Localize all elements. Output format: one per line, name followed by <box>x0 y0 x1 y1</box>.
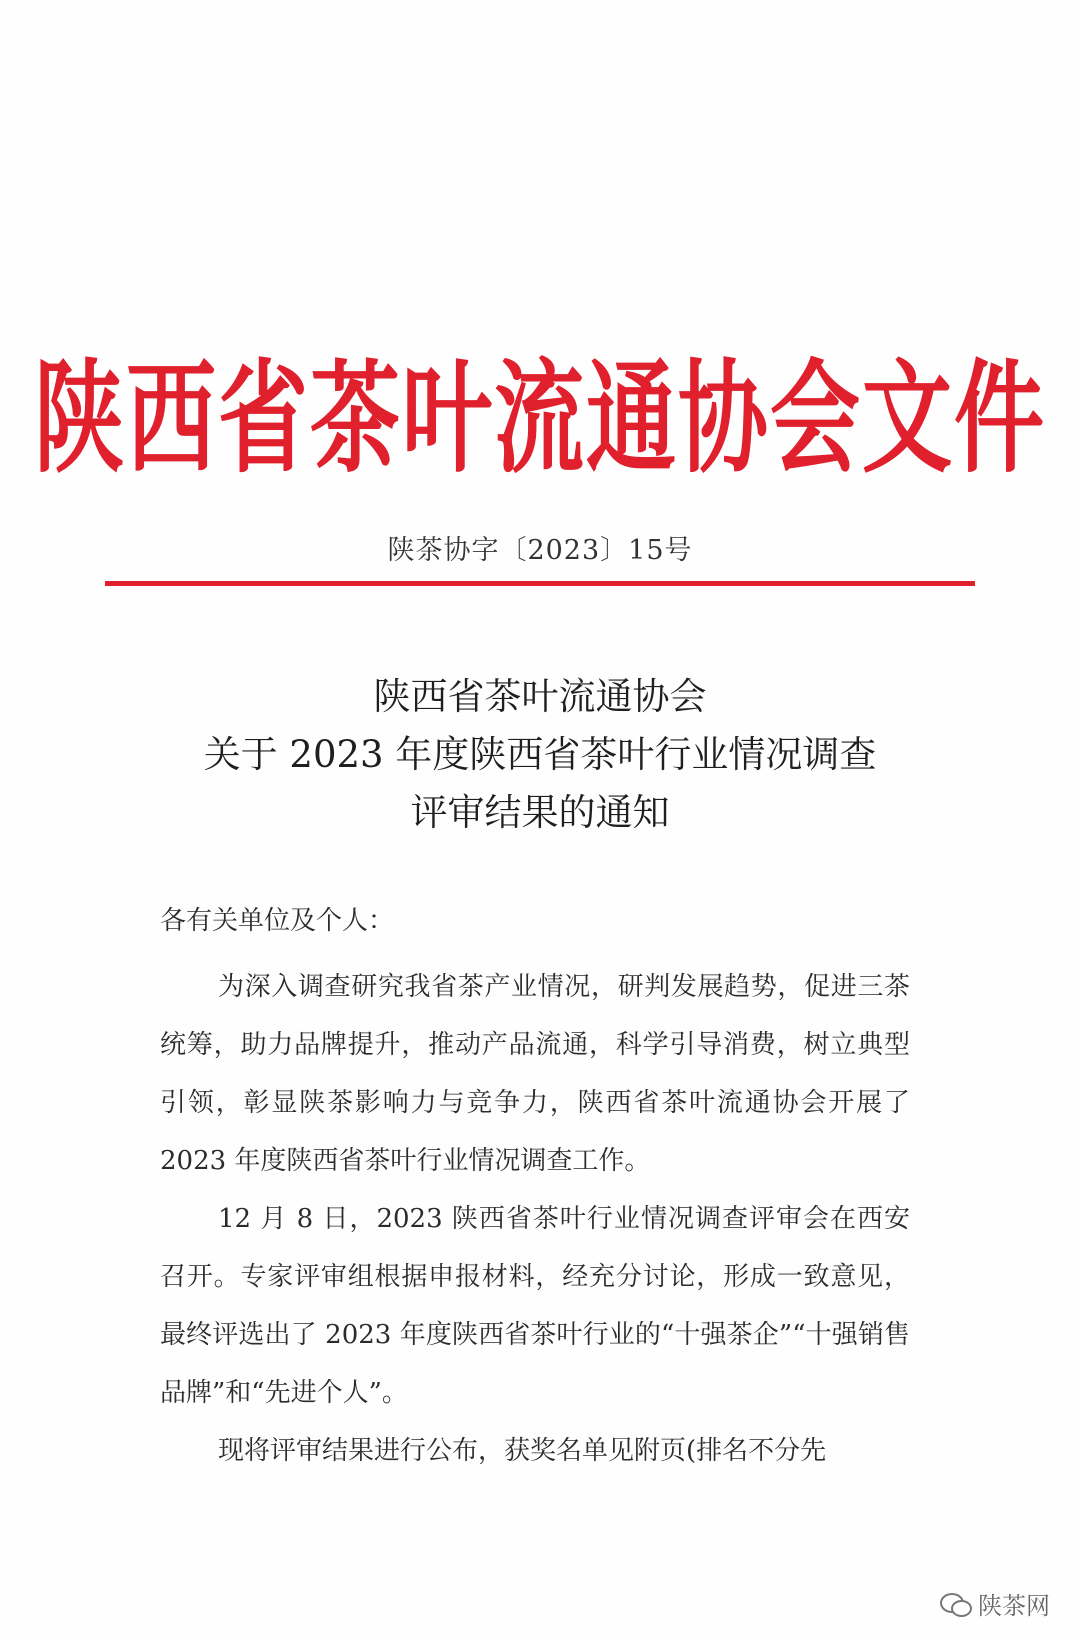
red-header-title: 陕西省茶叶流通协会文件 <box>34 347 1046 491</box>
watermark <box>940 1586 1050 1621</box>
notice-title-line-1: 陕西省茶叶流通协会 <box>373 675 707 718</box>
wechat-icon <box>940 1591 970 1617</box>
notice-title-line-3: 评审结果的通知 <box>410 791 670 834</box>
document-number: 陕茶协字〔2023〕15号 <box>387 535 693 566</box>
body-paragraph-1: 为深入调查研究我省茶产业情况，研判发展趋势，促进三茶统筹，助力品牌提升，推动产品流通，科学引导消费，树立典型引领，彰显陕茶影响力与竞争力，陕西省茶叶流通协会开展了 2023 年度陕西省茶叶行业情况调查工作。 <box>160 972 910 1176</box>
body-paragraph-2: 12 月 8 日，2023 陕西省茶叶行业情况调查评审会在西安召开。专家评审组根据申报材料，经充分讨论，形成一致意见，最终评选出了 2023 年度陕西省茶叶行业的“十强茶企”“十强销售品牌”和“先进个人”。 <box>160 1204 910 1408</box>
notice-title-line-2: 关于 2023 年度陕西省茶叶行业情况调查 <box>203 733 877 776</box>
red-divider-line <box>105 581 975 586</box>
body-paragraph-3: 现将评审结果进行公布，获奖名单见附页(排名不分先 <box>218 1436 827 1466</box>
salutation: 各有关单位及个人： <box>160 906 395 936</box>
notice-title <box>0 668 1080 842</box>
watermark-label: 陕茶网 <box>978 1592 1050 1620</box>
